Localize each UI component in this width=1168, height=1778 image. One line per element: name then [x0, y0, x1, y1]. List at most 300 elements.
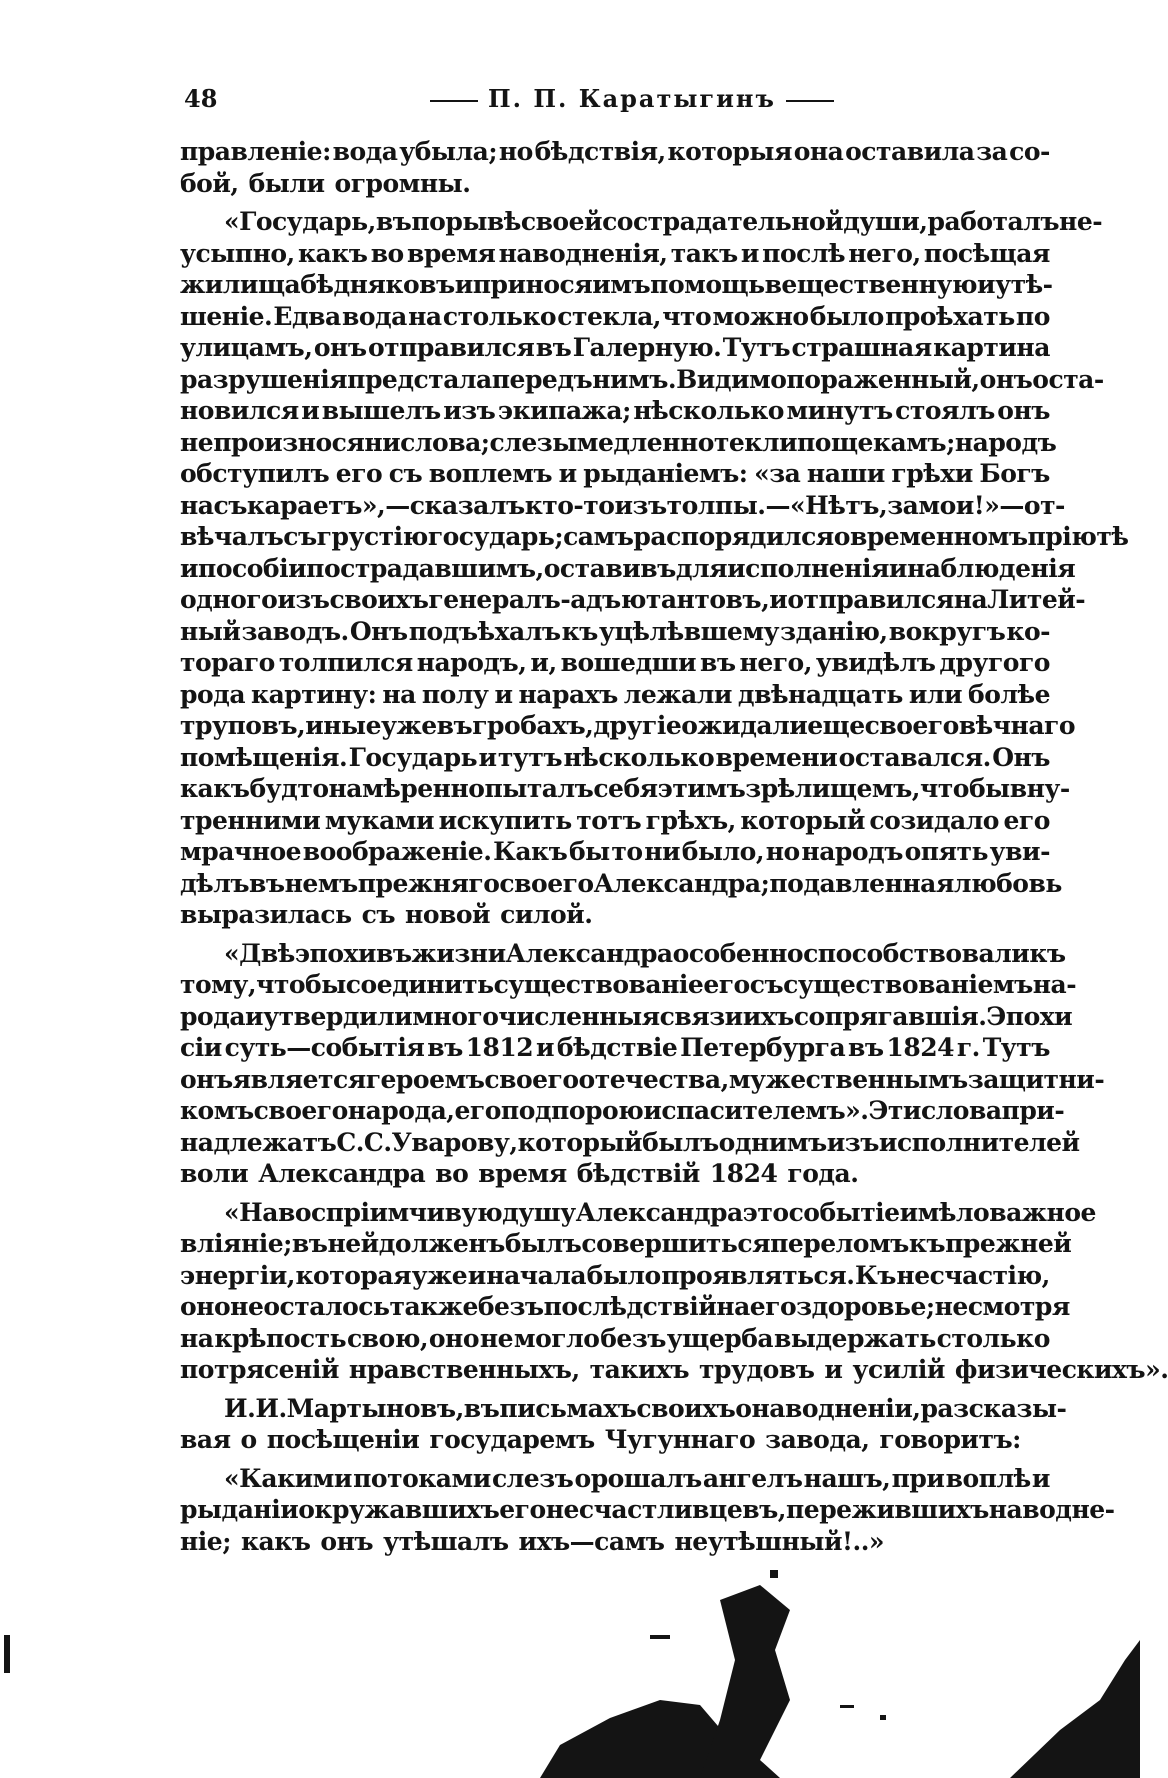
word: изъ: [614, 490, 667, 520]
word: который: [517, 1127, 643, 1157]
text-line: [180, 969, 1077, 1001]
word: во: [435, 1159, 469, 1188]
word: во: [370, 238, 404, 268]
word: прежняго: [357, 868, 500, 898]
word: распорядился: [633, 522, 834, 551]
word: нашъ,: [803, 1463, 891, 1493]
word: переломъ: [770, 1229, 909, 1258]
word: чтобы: [256, 970, 346, 999]
word: но: [498, 137, 533, 166]
word: года.: [787, 1159, 859, 1188]
word: иные: [305, 711, 382, 740]
word: С.: [363, 1127, 392, 1157]
word: вышелъ: [321, 396, 441, 425]
word: орошалъ: [574, 1463, 702, 1493]
word: проявляться.: [661, 1260, 855, 1290]
word: также: [389, 1292, 478, 1321]
word: какъ: [180, 774, 250, 803]
word: на: [716, 1292, 750, 1321]
word: къ: [561, 616, 598, 646]
text-line: [180, 1260, 1050, 1292]
word: другіе: [593, 711, 682, 740]
word: трудовъ: [699, 1355, 815, 1384]
word: здоровье;: [796, 1292, 935, 1321]
word: время: [478, 1159, 567, 1188]
word: она: [793, 137, 844, 166]
word: толпы.—«Нѣтъ,: [666, 490, 888, 520]
word: Тутъ: [722, 333, 791, 362]
word: нимъ.: [592, 364, 677, 394]
text-line: [180, 136, 1050, 168]
word: Онъ: [349, 616, 408, 646]
word: о: [240, 1425, 257, 1454]
word: къ: [908, 1229, 946, 1258]
word: изъ: [826, 1127, 879, 1157]
word: утѣ-: [995, 270, 1053, 299]
word: за: [887, 490, 919, 520]
word: который: [740, 805, 865, 835]
page-header: [184, 84, 1046, 124]
paragraph: [180, 938, 1105, 1190]
word: И.: [224, 1393, 256, 1423]
word: и: [1031, 1463, 1050, 1493]
word: передъ: [491, 364, 593, 394]
word: подпорою: [500, 1096, 644, 1125]
word: воли: [180, 1159, 249, 1188]
word: потоками: [353, 1463, 491, 1493]
word: дѣлъ: [180, 868, 250, 898]
text-line: [180, 269, 1053, 301]
word: своего: [484, 1064, 579, 1094]
text-line: [180, 773, 1070, 805]
body-text: [180, 136, 1168, 1557]
text-line: [180, 1323, 1050, 1355]
word: и: [478, 742, 497, 772]
word: такихъ: [589, 1355, 690, 1384]
word: выдержать: [773, 1323, 936, 1353]
word: немъ: [284, 868, 358, 898]
word: тому,: [180, 970, 257, 999]
word: своего: [499, 868, 594, 898]
word: было: [809, 301, 884, 331]
text-line: [180, 868, 1062, 900]
word: свою,: [346, 1323, 429, 1353]
word: времени: [715, 742, 838, 772]
word: и: [536, 1033, 555, 1062]
word: оставивъ: [543, 553, 676, 583]
word: убыла;: [399, 137, 498, 166]
word: лежали: [623, 679, 732, 709]
word: его: [749, 1292, 797, 1321]
word: при-: [1001, 1096, 1065, 1125]
word: письмахъ: [499, 1393, 637, 1423]
word: какъ: [240, 1526, 311, 1556]
word: Какъ: [493, 837, 568, 866]
word: въ: [427, 1033, 463, 1062]
word: государемъ: [429, 1425, 595, 1454]
word: для: [675, 553, 728, 583]
word: событіе: [788, 1197, 900, 1227]
word: оставила: [845, 137, 975, 166]
word: осталось: [263, 1292, 390, 1321]
word: бѣдствія,: [534, 137, 666, 166]
word: энергіи,: [180, 1260, 295, 1290]
word: о: [735, 1393, 752, 1423]
paragraph: [180, 1463, 1115, 1558]
word: «Какими: [224, 1463, 352, 1493]
word: бѣдствіе: [556, 1033, 678, 1062]
word: въ: [535, 333, 572, 362]
text-line: [180, 1463, 1050, 1495]
word: воплѣ: [945, 1463, 1031, 1493]
word: пережившихъ: [786, 1495, 989, 1524]
word: пыталъ: [484, 774, 594, 803]
word: вѣчнаго: [958, 711, 1076, 740]
word: рыданіи: [180, 1495, 299, 1524]
word: несчастливцевъ,: [545, 1495, 786, 1524]
word: народа,: [347, 1096, 455, 1125]
text-line: [180, 395, 1050, 427]
word: слова;: [400, 427, 490, 457]
page-number: 48: [184, 84, 218, 113]
word: «Двѣ: [224, 938, 295, 968]
word: съ: [749, 970, 784, 999]
word: уви-: [989, 837, 1050, 866]
word: насъ: [180, 490, 247, 520]
word: оста-: [1032, 364, 1104, 394]
word: и: [301, 396, 320, 425]
word: на: [408, 301, 442, 331]
word: на-: [1032, 970, 1077, 999]
word: по: [1015, 301, 1050, 331]
text-line: [180, 206, 1103, 238]
word: опять: [904, 837, 988, 866]
word: наши: [806, 459, 885, 488]
word: обступилъ: [180, 459, 330, 488]
paragraph: [180, 1393, 1067, 1456]
word: жизни: [411, 938, 506, 968]
text-line: [180, 710, 1076, 742]
ink-dot-3: [840, 1705, 854, 1708]
margin-mark: [4, 1635, 10, 1673]
word: искупить: [438, 805, 572, 835]
word: своихъ: [636, 1393, 736, 1423]
word: и: [180, 553, 199, 583]
word: надлежатъ: [180, 1127, 337, 1157]
word: сопрягавшія.: [793, 1001, 987, 1031]
word: генералъ-адъютантовъ,: [428, 585, 770, 614]
word: изъ: [277, 585, 330, 614]
word: слезъ: [491, 1463, 574, 1493]
text-line: [180, 742, 1050, 774]
word: посѣщая: [923, 238, 1050, 268]
word: Государь: [348, 742, 478, 772]
word: грѣхъ,: [645, 805, 736, 835]
word: посѣщеніи: [266, 1425, 420, 1454]
word: какъ: [297, 238, 368, 268]
word: ни: [644, 837, 681, 866]
word: кто-то: [524, 490, 615, 520]
word: усыпно,: [180, 238, 295, 268]
word: неутѣшный!..»: [674, 1526, 885, 1556]
word: ихъ—самъ: [518, 1526, 665, 1556]
word: бой,: [180, 168, 239, 198]
word: одного: [180, 585, 278, 614]
word: Онъ: [992, 742, 1050, 772]
word: нѣсколько: [563, 742, 715, 772]
word: существованіемъ: [783, 970, 1033, 999]
word: выразилась: [180, 900, 352, 929]
word: минутъ: [786, 396, 893, 425]
word: Видимо: [676, 364, 787, 394]
word: нравственныхъ,: [348, 1355, 580, 1384]
word: себя: [593, 774, 658, 803]
text-line: [180, 679, 1050, 711]
word: безъ: [477, 1292, 544, 1321]
word: съ: [361, 900, 396, 929]
word: него,: [848, 238, 921, 268]
word: правленіе:: [180, 137, 331, 166]
word: отправился: [367, 333, 535, 362]
word: сострадательной: [602, 207, 844, 236]
word: И.: [255, 1393, 287, 1423]
word: г.: [956, 1033, 980, 1062]
word: С.: [336, 1127, 364, 1157]
word: Александра: [258, 1159, 426, 1188]
word: помѣщенія.: [180, 742, 348, 772]
text-line: [180, 553, 1076, 585]
word: на: [382, 679, 416, 709]
word: порывѣ: [411, 207, 521, 236]
word: рода: [180, 679, 246, 709]
word: пострадавшимъ,: [306, 553, 544, 583]
text-line: [180, 490, 1065, 522]
word: помощь: [650, 270, 765, 299]
word: могло: [513, 1323, 600, 1353]
word: вая: [180, 1425, 231, 1454]
word: Тутъ: [982, 1033, 1050, 1062]
word: связи: [659, 1001, 743, 1031]
word: улицамъ,: [180, 333, 313, 362]
word: не-: [1059, 207, 1103, 236]
word: однимъ: [718, 1127, 827, 1157]
word: крѣпость: [214, 1323, 347, 1353]
word: имѣло: [899, 1197, 990, 1227]
word: наблюденія: [906, 553, 1076, 583]
word: отправился: [787, 585, 954, 614]
ink-dot-4: [880, 1715, 886, 1720]
word: ни: [364, 427, 401, 457]
word: защитни-: [967, 1064, 1105, 1094]
word: зданію,: [780, 616, 888, 646]
word: въ: [700, 648, 736, 677]
text-line: [180, 938, 1066, 970]
word: въ: [375, 938, 412, 968]
text-line: [180, 1393, 1067, 1425]
word: заводъ.: [241, 616, 349, 646]
word: Эпохи: [986, 1001, 1073, 1031]
text-line: [180, 332, 1050, 364]
word: ко-: [1006, 616, 1050, 646]
word: мужественнымъ: [728, 1064, 968, 1094]
word: грустію: [316, 522, 428, 551]
word: вода: [341, 301, 407, 331]
running-head: [420, 84, 844, 113]
word: слезы: [489, 427, 577, 457]
word: и: [643, 1096, 662, 1125]
word: еще: [807, 711, 865, 740]
word: души,: [843, 207, 928, 236]
word: вѣчалъ: [180, 522, 284, 551]
word: увидѣлъ: [815, 648, 936, 677]
word: послѣдствій: [543, 1292, 717, 1321]
word: на: [180, 1323, 214, 1353]
word: героемъ: [365, 1064, 485, 1094]
text-line: [180, 1032, 1050, 1064]
word: бѣдствій: [576, 1159, 700, 1188]
text-line: [180, 616, 1050, 648]
word: которая: [295, 1260, 412, 1290]
word: Литей-: [987, 585, 1086, 614]
text-line: [180, 364, 1104, 396]
word: бы: [568, 837, 610, 866]
word: его: [1003, 805, 1050, 835]
text-line: [180, 584, 1086, 616]
word: силой.: [500, 900, 593, 929]
word: муками: [324, 805, 435, 835]
text-line: [180, 301, 1050, 333]
word: оно: [180, 1292, 231, 1321]
word: время: [406, 238, 496, 268]
word: наводне-: [988, 1495, 1115, 1524]
word: народъ: [954, 427, 1057, 457]
ink-dot-1: [770, 1570, 778, 1578]
word: и: [824, 1355, 843, 1384]
text-line: [180, 899, 1050, 931]
word: пораженный,: [786, 364, 980, 394]
word: въ: [436, 711, 473, 740]
word: страшная: [791, 333, 932, 362]
word: смотря: [967, 1292, 1070, 1321]
word: принося: [472, 270, 593, 299]
word: ней: [327, 1229, 379, 1258]
header-dash-right: [786, 100, 834, 102]
word: можно: [712, 301, 809, 331]
word: рода: [180, 1001, 246, 1031]
word: зрѣлищемъ,: [745, 774, 920, 803]
word: долженъ: [378, 1229, 505, 1258]
word: соединить: [345, 970, 494, 999]
word: совершиться: [581, 1229, 771, 1258]
text-line: [180, 1494, 1115, 1526]
word: и: [454, 270, 473, 299]
word: не: [479, 1323, 514, 1353]
word: текли: [713, 427, 797, 457]
word: со-: [1009, 137, 1050, 166]
word: тренними: [180, 805, 321, 835]
word: спасителемъ».: [661, 1096, 869, 1125]
word: самъ: [563, 522, 634, 551]
word: его: [454, 1096, 501, 1125]
word: разсказы-: [920, 1393, 1067, 1423]
word: оставался.: [838, 742, 991, 772]
running-head-title: П. П. Каратыгинъ: [488, 84, 776, 113]
word: подъѣхалъ: [408, 616, 561, 646]
word: жилища: [180, 270, 301, 299]
word: Богъ: [979, 459, 1050, 488]
word: о: [833, 522, 850, 551]
word: вещественную: [764, 270, 978, 299]
word: утвердили: [263, 1001, 413, 1031]
text-line: [180, 1095, 1065, 1127]
word: ангелъ: [702, 1463, 803, 1493]
word: и: [888, 553, 907, 583]
word: стоялъ: [895, 396, 995, 425]
word: изъ: [443, 396, 496, 425]
word: своей: [520, 207, 603, 236]
word: и: [558, 459, 577, 488]
word: завода,: [765, 1425, 870, 1454]
text-line: [180, 1001, 1073, 1033]
word: огромны.: [334, 168, 471, 198]
word: тутъ: [497, 742, 563, 772]
word: двѣнадцать: [737, 679, 903, 709]
word: и: [467, 1260, 486, 1290]
word: послѣ: [762, 238, 846, 268]
word: болѣе: [968, 679, 1050, 709]
text-line: [180, 521, 1129, 553]
word: эпохи: [294, 938, 376, 968]
word: созидало: [869, 805, 999, 835]
text-line: [180, 647, 1050, 679]
paragraph: [180, 1197, 1168, 1386]
word: прежней: [945, 1229, 1072, 1258]
text-line: [180, 805, 1050, 837]
word: разрушенія: [180, 364, 348, 394]
word: онъ: [313, 333, 367, 362]
word: способствовали: [803, 938, 1030, 968]
word: «за: [754, 459, 801, 488]
word: тораго: [180, 648, 275, 677]
word: въ: [463, 1393, 500, 1423]
word: чтобы: [920, 774, 1010, 803]
word: несчастію,: [896, 1260, 1050, 1290]
word: полу: [421, 679, 489, 709]
word: своихъ: [329, 585, 429, 614]
word: ихъ: [742, 1001, 794, 1031]
word: Едва: [273, 301, 341, 331]
word: новился: [180, 396, 299, 425]
word: ный: [180, 616, 241, 646]
word: «На: [224, 1197, 278, 1227]
word: существованіе: [493, 970, 704, 999]
word: по: [797, 427, 831, 457]
word: наводненія,: [498, 238, 668, 268]
word: потрясеній: [180, 1355, 339, 1384]
word: его: [499, 1495, 546, 1524]
word: и: [977, 270, 996, 299]
word: предстала: [347, 364, 492, 394]
word: многочисленныя: [412, 1001, 660, 1031]
word: 1812: [465, 1033, 534, 1062]
text-line: [180, 1127, 1080, 1159]
word: что: [662, 301, 712, 331]
word: нарахъ: [518, 679, 618, 709]
word: и,: [530, 648, 557, 677]
ink-dot-2: [650, 1635, 670, 1639]
word: будто: [249, 774, 329, 803]
header-dash-left: [430, 100, 478, 102]
